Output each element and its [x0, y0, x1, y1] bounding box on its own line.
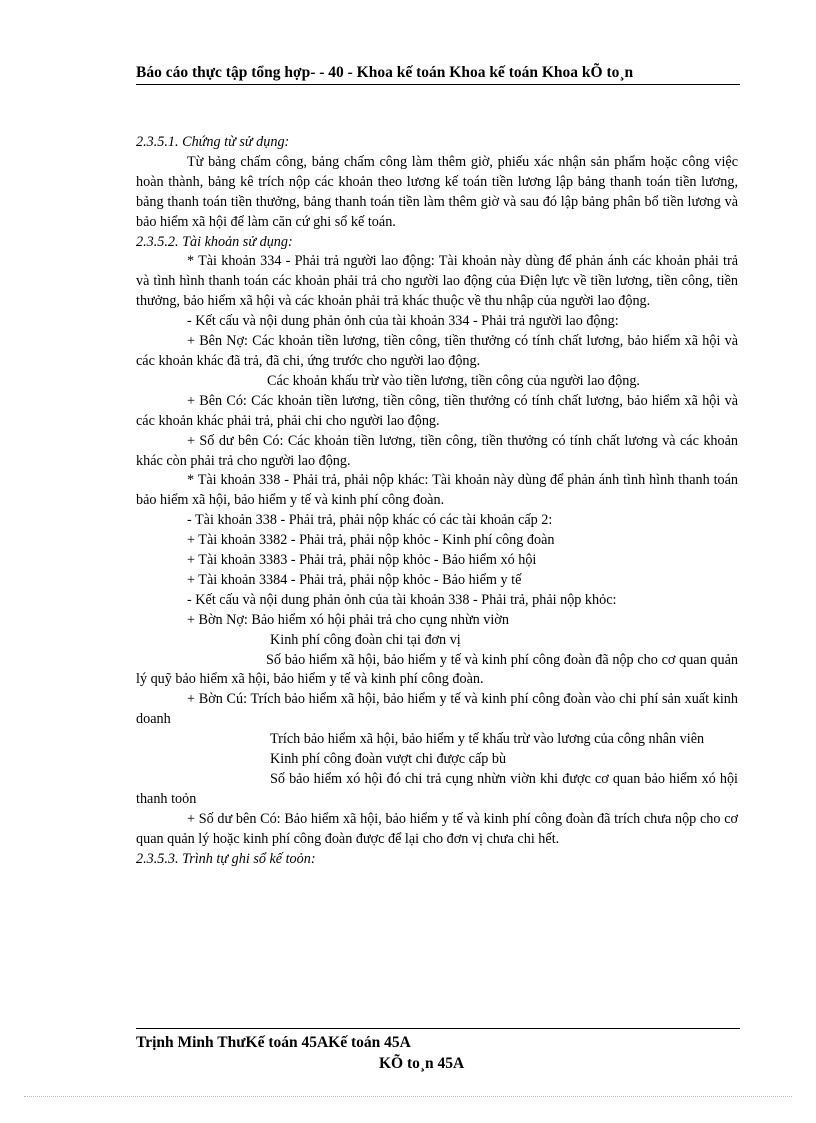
paragraph: + Số dư bên Có: Các khoản tiền lương, tiền công, tiền thưởng có tính chất lương và các khoản khác còn phải trả cho người lao động. — [136, 432, 738, 469]
section-heading: 2.3.5.1. Chứng từ sử dụng: — [136, 134, 290, 150]
page-bottom-divider — [24, 1096, 792, 1097]
paragraph: + Bờn Cú: Trích bảo hiểm xã hội, bảo hiểm y tế và kinh phí công đoàn vào chi phí sản xuất kinh doanh — [136, 691, 738, 728]
paragraph: Các khoản khấu trừ vào tiền lương, tiền công của người lao động. — [267, 372, 640, 389]
paragraph: Trích bảo hiểm xã hội, bảo hiểm y tế khấu trừ vào lương của công nhân viên — [270, 731, 705, 748]
page-footer — [136, 1032, 740, 1074]
paragraph: - Kết cấu và nội dung phản ỏnh của tài khoản 338 - Phải trả, phải nộp khỏc: — [187, 591, 617, 608]
paragraph: Kinh phí công đoàn vượt chi được cấp bù — [270, 751, 507, 768]
paragraph: * Tài khoản 338 - Phải trả, phải nộp khác: Tài khoản này dùng để phản ánh tình hình thanh toán bảo hiểm xã hội, bảo hiểm y tế và kinh phí công đoàn. — [136, 472, 738, 509]
paragraph: + Tài khoản 3384 - Phải trả, phải nộp khỏc - Bảo hiểm y tế — [187, 571, 522, 588]
footer-rule — [136, 1028, 740, 1029]
paragraph: Số bảo hiểm xã hội, bảo hiểm y tế và kinh phí công đoàn đã nộp cho cơ quan quản lý quỹ bảo hiểm xã hội, bảo hiểm y tế và kinh phí công đoàn. — [136, 651, 738, 688]
paragraph: + Bờn Nợ: Bảo hiểm xó hội phải trả cho cụng nhừn viờn — [187, 611, 509, 628]
paragraph: + Bên Nợ: Các khoản tiền lương, tiền công, tiền thưởng có tính chất lương, bảo hiểm xã hội và các khoản khác đã trả, đã chi, ứng trước cho người lao động. — [136, 333, 738, 369]
footer-line: Trịnh Minh ThưKế toán 45AKế toán 45A — [136, 1034, 411, 1051]
header-rule — [136, 84, 740, 85]
page-header: Báo cáo thực tập tổng hợp- - 40 - Khoa kế toán Khoa kế toán Khoa kÕ to¸n — [136, 64, 634, 81]
paragraph: + Tài khoản 3382 - Phải trả, phải nộp khỏc - Kinh phí công đoàn — [187, 532, 555, 549]
paragraph: Kinh phí công đoàn chi tại đơn vị — [270, 631, 461, 648]
paragraph: + Tài khoản 3383 - Phải trả, phải nộp khỏc - Bảo hiểm xó hội — [187, 552, 537, 569]
paragraph: Số bảo hiểm xó hội đó chi trả cụng nhừn viờn khi được cơ quan bảo hiểm xó hội thanh toỏn — [136, 771, 738, 807]
paragraph: + Số dư bên Có: Bảo hiểm xã hội, bảo hiểm y tế và kinh phí công đoàn đã trích chưa nộp cho cơ quan quản lý hoặc kinh phí công đoàn được để lại cho đơn vị chưa chi hết. — [136, 810, 738, 847]
paragraph: - Kết cấu và nội dung phản ỏnh của tài khoản 334 - Phải trả người lao động: — [187, 313, 619, 330]
paragraph: + Bên Có: Các khoản tiền lương, tiền công, tiền thưởng có tính chất lương, bảo hiểm xã hội và các khoản khác phải trả, phải chi cho người lao động. — [136, 392, 738, 429]
footer-line: KÕ to¸n 45A — [379, 1055, 465, 1072]
paragraph: * Tài khoản 334 - Phải trả người lao động: Tài khoản này dùng để phản ánh các khoản phải trả và tình hình thanh toán các khoản phải trả cho người lao động của Điện lực về tiền lương, tiền công, tiền thưởng, bảo hiểm xã hội và các khoản phải trả khác thuộc về thu nhập của người lao động. — [136, 253, 738, 310]
section-heading: 2.3.5.2. Tài khoản sử dụng: — [136, 233, 293, 250]
paragraph: - Tài khoản 338 - Phải trả, phải nộp khác có các tài khoản cấp 2: — [187, 512, 553, 529]
section-heading: 2.3.5.3. Trình tự ghi sổ kế toỏn: — [136, 850, 316, 867]
paragraph: Từ bảng chấm công, bảng chấm công làm thêm giờ, phiếu xác nhận sản phẩm hoặc công việc hoàn thành, bảng kê trích nộp các khoản theo lương kế toán tiền lương lập bảng thanh toán tiền lương, bảng thanh toán tiền thưởng, bảng thanh toán tiền làm thêm giờ và sau đó lập bảng phân bổ tiền lương và bảo hiểm xã hội để làm căn cứ ghi sổ kế toán. — [136, 153, 738, 230]
body-content — [136, 133, 738, 870]
